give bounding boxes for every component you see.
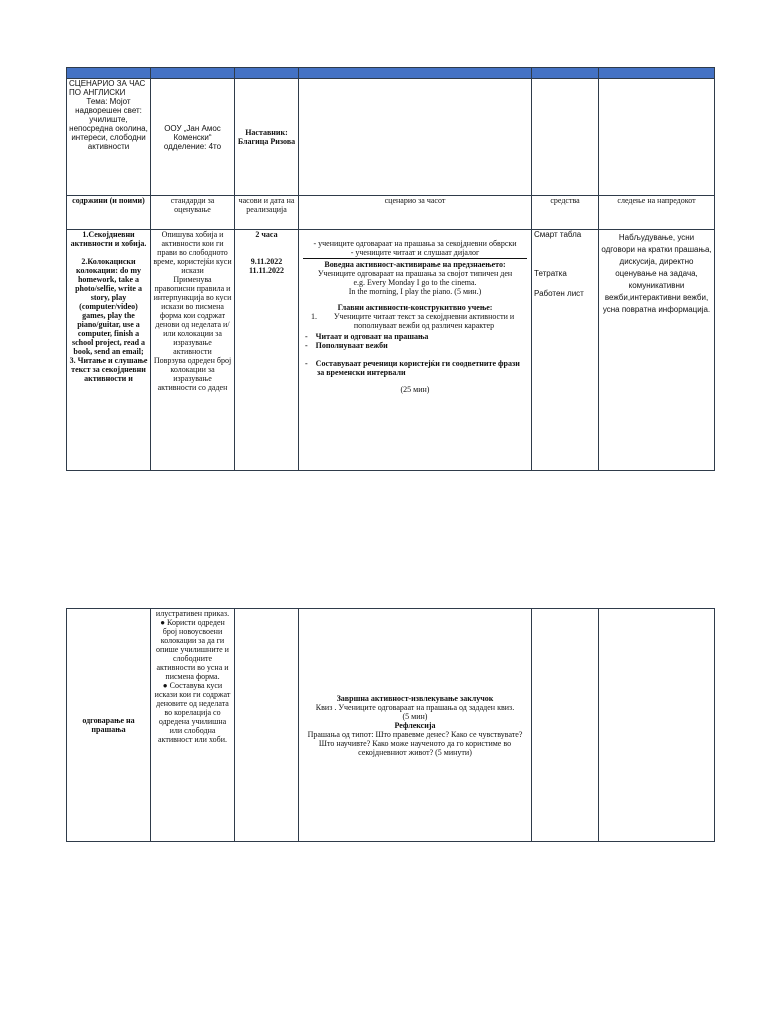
reflection-title: Рефлексија	[394, 720, 436, 730]
hours-column	[235, 230, 299, 471]
intro-line-1: - учениците одговараат на прашања за секојдневни обврски	[313, 239, 517, 248]
reflection-text: Прашања од типот: Што правевме денес? Како се чувствувате? Што научивте? Како може научeното да го користиме во секојдневниот живот? (5 минути)	[307, 729, 523, 757]
intro-title: Воведна активност-активирање на предзнаењето:	[324, 260, 506, 269]
main-list	[301, 312, 529, 330]
example-1: e.g. Every Monday I go to the cinema.	[353, 278, 477, 287]
final-duration: (5 мин)	[402, 711, 428, 721]
empty-cell	[532, 79, 599, 196]
header-band	[67, 68, 715, 79]
subject-title: СЦЕНАРИО ЗА ЧАС ПО АНГЛИСКИ	[69, 79, 146, 97]
duration: (25 мин)	[400, 385, 430, 394]
topic-text: Тема: Мојот надворешен свет: училиште, непосредна околина, интереси, слободни активности	[69, 97, 148, 151]
lesson-plan-table-part-1	[66, 67, 715, 471]
column-headers	[67, 196, 715, 230]
main-title: Главни активности-конструкитвно учење:	[337, 303, 493, 312]
grade-text: одделение: 4то	[163, 141, 222, 151]
means-item-3: Работен лист	[534, 289, 584, 298]
teacher-cell	[235, 79, 299, 196]
header-standards: стандарди за оценување	[151, 196, 235, 230]
means-item-2: Тетратка	[534, 269, 567, 278]
date-1: 9.11.2022	[250, 257, 283, 266]
tracking-column-2	[599, 609, 715, 842]
tracking-column	[599, 230, 715, 471]
header-tracking: следење на напредокот	[599, 196, 715, 230]
example-2: In the morning, I play the piano. (5 мин.)	[348, 287, 482, 296]
final-title: Завршна активност-извлекување заклучок	[336, 693, 494, 703]
header-scenario: сценарио за часот	[299, 196, 532, 230]
means-column-2	[532, 609, 599, 842]
content-column-2: одговарање на прашања	[67, 609, 151, 842]
info-row	[67, 79, 715, 196]
final-text: Квиз . Учениците одговараат на прашања од зададен квиз.	[315, 702, 515, 712]
empty-cell	[599, 79, 715, 196]
scenario-column	[299, 230, 532, 471]
teacher-name: Благица Ризова	[237, 137, 296, 146]
date-2: 11.11.2022	[248, 266, 285, 275]
content-row-2	[67, 609, 715, 842]
content-column: 1.Секојдневни активности и хобија. 2.Колокациски колокации: do my homework, take a photo/selfie, write a story, play (computer/video) games, play the piano/guitar, use a computer, finish a school project, read a book, send an email; 3. Читање и слушање текст за секојдневни активности и	[67, 230, 151, 471]
header-content: содржини (и поими)	[67, 196, 151, 230]
intro-line-2: - учениците читаат и слушаат дијалог	[350, 248, 480, 257]
header-means: средства	[532, 196, 599, 230]
school-name: ООУ „Јан Амос Коменски“	[164, 123, 221, 142]
school-cell	[151, 79, 235, 196]
content-row	[67, 230, 715, 471]
subject-cell	[67, 79, 151, 196]
means-column	[532, 230, 599, 471]
hours-column-2	[235, 609, 299, 842]
intro-text: Учениците одговараат на прашања за својот типичен ден	[317, 269, 513, 278]
bullet-3: - Составуваат реченици користејќи ги соодветните фрази за временски интервали	[317, 359, 529, 377]
standards-column: Опишува хобија и активности кои ги прави во слободното време, користејќи куси искази Применува правописни правила и интерпункција во куси искази во писмена форма кои содржат денови од неделата и/или колокации за изразување активности Поврзува одреден број колокации за изразување активности со даден	[151, 230, 235, 471]
standards-column-2: илустративен приказ. ● Користи одреден број новоусвоени колокации за да ги опише училишните и слободните активности во усна и писмена форма. ● Составува куси искази кои ги содржат деновите од неделата во корелација со одредена училишна или слободна активност или хоби.	[151, 609, 235, 842]
activity-bullets	[301, 332, 529, 377]
lesson-plan-table-part-2	[66, 608, 715, 842]
scenario-column-2	[299, 609, 532, 842]
header-hours: часови и дата на реализација	[235, 196, 299, 230]
bullet-2: - Пополнуваат вежби	[317, 341, 529, 350]
tracking-text: Набљудување, усни одговори на кратки прашања, дискусија, директно оценување на задача, комуникативни вежби,интерактивни вежби, усна повратна информација.	[601, 233, 712, 314]
hours-count: 2 часа	[255, 230, 278, 239]
bullet-1: - Читаат и одговаат на прашања	[317, 332, 529, 341]
empty-cell	[299, 79, 532, 196]
main-item-1: 1. Учениците читаат текст за секојдневни активности и пополнуваат вежби од различен карактер	[319, 312, 529, 330]
means-item-1: Смарт табла	[534, 230, 582, 239]
teacher-label: Наставник:	[245, 128, 288, 137]
divider	[303, 258, 527, 259]
